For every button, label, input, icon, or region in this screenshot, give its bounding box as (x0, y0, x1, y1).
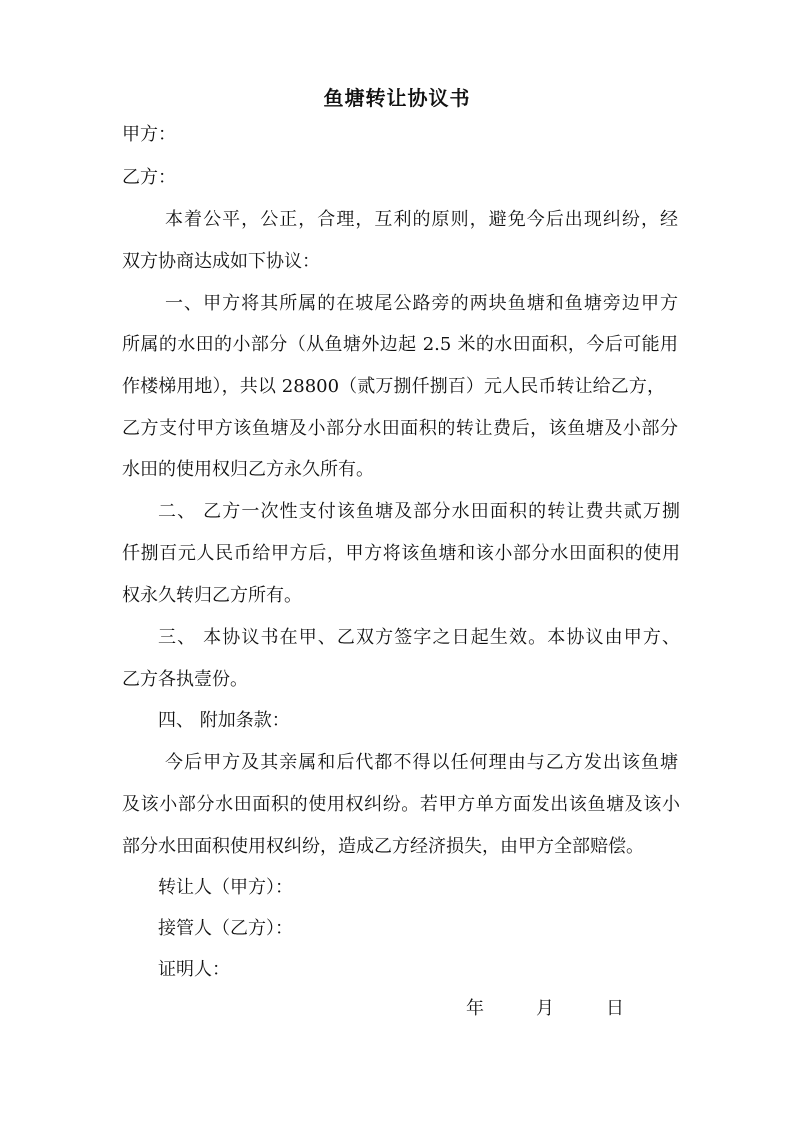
clause-2-line-2: 仟捌百元人民币给甲方后，甲方将该鱼塘和该小部分水田面积的使用 (122, 543, 680, 564)
date-month: 月 (536, 998, 554, 1019)
clause-1-line-3: 作楼梯用地），共以 28800（贰万捌仟捌百）元人民币转让给乙方， (122, 376, 665, 397)
party-b-label: 乙方： (122, 167, 176, 188)
clause-3-line-2: 乙方各执壹份。 (122, 669, 248, 690)
date-year: 年 (466, 998, 484, 1019)
clause-4-heading: 四、 附加条款： (158, 710, 290, 731)
date-row (466, 998, 624, 1020)
signature-transferee: 接管人（乙方）： (158, 918, 293, 939)
signature-transferor: 转让人（甲方）： (158, 877, 293, 898)
date-day: 日 (606, 998, 624, 1019)
preamble-line-1: 本着公平，公正，合理，互利的原则，避免今后出现纠纷，经 (165, 209, 678, 230)
clause-1-line-1: 一、甲方将其所属的在坡尾公路旁的两块鱼塘和鱼塘旁边甲方 (165, 293, 678, 314)
signature-witness: 证明人： (158, 959, 230, 980)
clause-3-line-1: 三、 本协议书在甲、乙双方签字之日起生效。本协议由甲方、 (158, 627, 680, 648)
clause-1-line-5: 水田的使用权归乙方永久所有。 (122, 459, 374, 480)
preamble-line-2: 双方协商达成如下协议： (122, 251, 320, 272)
party-a-label: 甲方： (122, 124, 176, 145)
clause-4-line-1: 今后甲方及其亲属和后代都不得以任何理由与乙方发出该鱼塘 (165, 752, 678, 773)
clause-4-line-2: 及该小部分水田面积的使用权纠纷。若甲方单方面发出该鱼塘及该小 (122, 794, 680, 815)
clause-2-line-3: 权永久转归乙方所有。 (122, 585, 302, 606)
clause-2-line-1: 二、 乙方一次性支付该鱼塘及部分水田面积的转让费共贰万捌 (158, 501, 680, 522)
clause-1-line-2: 所属的水田的小部分（从鱼塘外边起 2.5 米的水田面积，今后可能用 (122, 334, 678, 355)
document-title: 鱼塘转让协议书 (323, 86, 471, 110)
clause-4-line-3: 部分水田面积使用权纠纷，造成乙方经济损失，由甲方全部赔偿。 (122, 836, 644, 857)
clause-1-line-4: 乙方支付甲方该鱼塘及小部分水田面积的转让费后，该鱼塘及小部分 (122, 418, 678, 439)
